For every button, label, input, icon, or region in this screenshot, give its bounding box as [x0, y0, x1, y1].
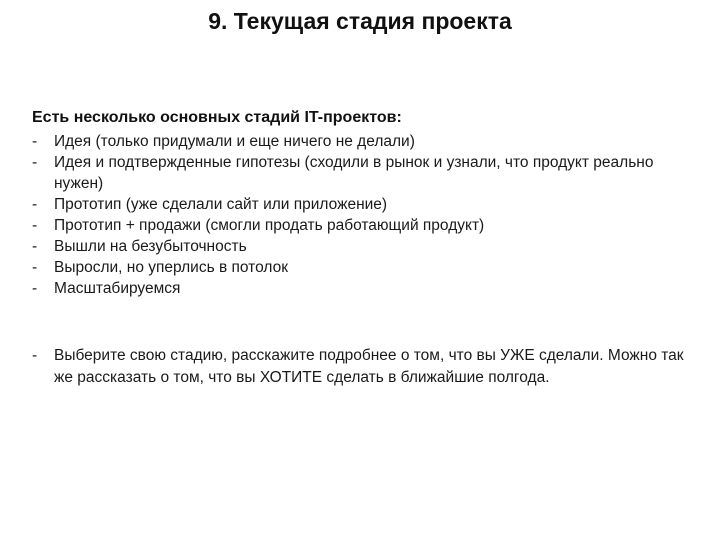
- bullet-dash: -: [32, 217, 38, 234]
- list-item: [32, 131, 692, 152]
- slide-title: 9. Текущая стадия проекта: [208, 8, 512, 34]
- bullet-dash: -: [32, 280, 38, 297]
- list-item: [32, 278, 692, 299]
- list-item: [32, 215, 692, 236]
- list-item: [32, 257, 692, 278]
- stage-text: Вышли на безубыточность: [54, 238, 247, 255]
- bullet-dash: -: [32, 133, 38, 150]
- stage-text: Выросли, но уперлись в потолок: [54, 259, 288, 276]
- task-text: Выберите свою стадию, расскажите подробнее о том, что вы УЖЕ сделали. Можно так же рассказать о том, что вы ХОТИТЕ сделать в ближайшие полгода.: [54, 347, 684, 386]
- stage-text: Прототип + продажи (смогли продать работающий продукт): [54, 217, 485, 234]
- bullet-dash: -: [32, 154, 38, 171]
- list-item: [32, 152, 692, 194]
- list-item: [32, 194, 692, 215]
- stage-text: Масштабируемся: [54, 280, 181, 297]
- task-instruction: [32, 345, 692, 389]
- stage-text: Идея (только придумали и еще ничего не делали): [54, 133, 415, 150]
- stage-list: [32, 131, 692, 299]
- bullet-dash: -: [32, 238, 38, 255]
- intro-heading: Есть несколько основных стадий IT-проектов:: [32, 109, 402, 126]
- bullet-dash: -: [32, 196, 38, 213]
- stage-text: Идея и подтвержденные гипотезы (сходили в рынок и узнали, что продукт реально нужен): [54, 154, 654, 192]
- stage-text: Прототип (уже сделали сайт или приложение): [54, 196, 388, 213]
- bullet-dash: -: [32, 347, 38, 364]
- bullet-dash: -: [32, 259, 38, 276]
- list-item: [32, 236, 692, 257]
